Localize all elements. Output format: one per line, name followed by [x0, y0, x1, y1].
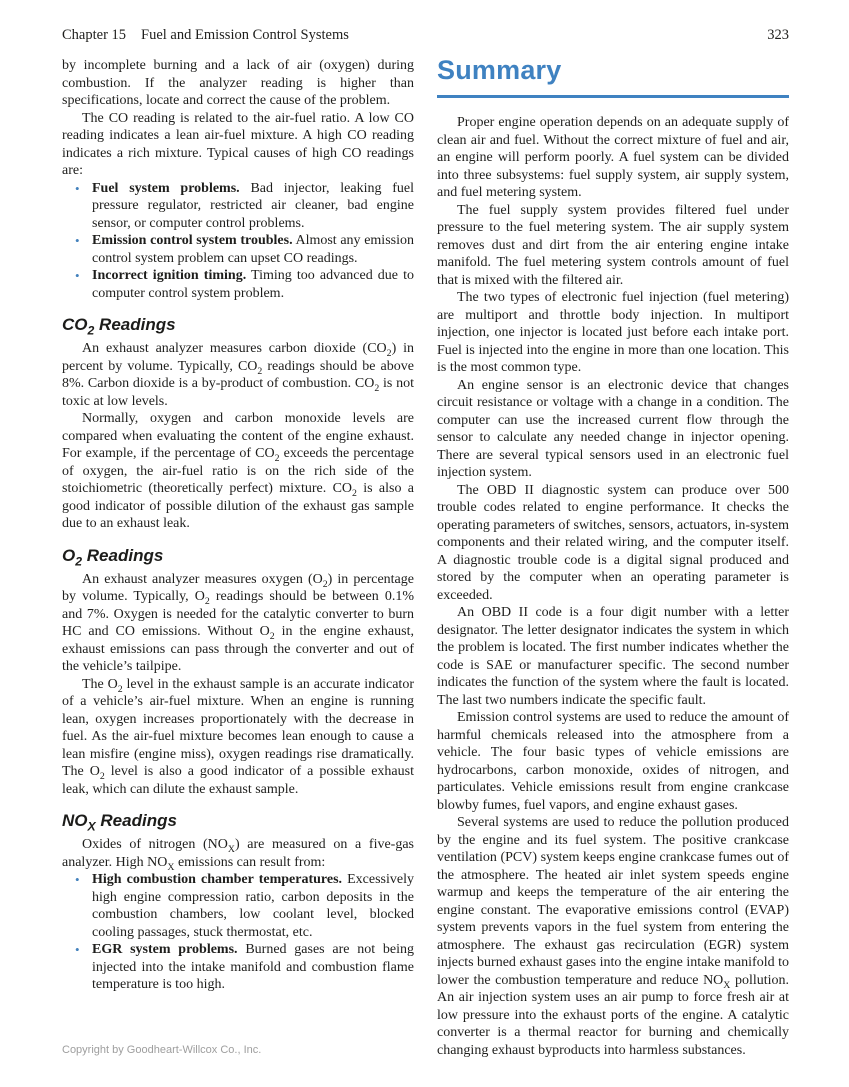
paragraph: Proper engine operation depends on an adequate supply of clean air and fuel. Without the correct mixture of fuel and air, an engine will perform poorly. A fuel system can be divided into three subsystems: fuel supply system, air supply system, and fuel metering system.	[437, 115, 789, 200]
chapter-header	[62, 27, 349, 44]
list-item-text: Emission control system troubles. Almost any emission control system problem can upset CO readings.	[92, 233, 414, 266]
bullet-icon: •	[75, 942, 80, 957]
chapter-title: Fuel and Emission Control Systems	[141, 27, 349, 43]
list-item-text: Fuel system problems. Bad injector, leaking fuel pressure regulator, restricted air cleaner, bad engine sensor, or computer control problems.	[92, 180, 414, 231]
paragraph: The fuel supply system provides filtered fuel under pressure to the fuel metering system. The air supply system removes dust and dirt from the air entering engine intake manifold. The fuel metering system controls amount of fuel that is mixed with the filtered air.	[437, 202, 789, 288]
bullet-icon: •	[75, 233, 80, 248]
list-item	[75, 232, 414, 267]
section-heading-co2-readings: $CO_2$ Readings	[62, 315, 176, 338]
list-item	[75, 180, 414, 233]
left-column	[62, 57, 414, 1059]
section-heading-nox-readings: $NO_X$ Readings	[62, 811, 177, 834]
section-heading-o2-readings: $O_2$ Readings	[62, 545, 164, 568]
list-item-text: High combustion chamber temperatures. Excessively high engine compression ratio, carbon deposits in the combustion chambers, low coolant level, blocked cooling passages, stuck thermostat, etc.	[92, 872, 414, 940]
list-item-text: EGR system problems. Burned gases are not being injected into the intake manifold and combustion flame temperature is too high.	[92, 942, 414, 992]
paragraph: Emission control systems are used to reduce the amount of harmful chemicals released into the atmosphere from a vehicle. The four basic types of vehicle emissions are hydrocarbons, carbon monoxide, oxides of nitrogen, and particulates. Vehicle emissions result from engine crankcase blowby fumes, fuel vapors, and engine exhaust gases.	[437, 710, 789, 813]
paragraph: The CO reading is related to the air-fuel ratio. A low CO reading indicates a lean air-fuel mixture. A high CO reading indicates a rich mixture. Typical causes of high CO readings are:	[62, 110, 414, 178]
bullet-icon: •	[75, 180, 80, 196]
right-column	[437, 57, 789, 1059]
paragraph: by incomplete burning and a lack of air (oxygen) during combustion. If the analyzer reading is higher than specifications, locate and correct the cause of the problem.	[62, 58, 414, 108]
chapter-label: Chapter 15	[62, 27, 127, 43]
paragraph: The $O_2$ level in the exhaust sample is an accurate indicator of a vehicle’s air-fuel mixture. When an engine is running lean, oxygen increases proportionately with the decrease in fuel. As the air-fuel mixture becomes lean enough to cause a lean misfire (engine miss), oxygen readings rise dramatically. The $O_2$ level is also a good indicator of a possible exhaust leak, which can dilute the exhaust sample.	[62, 676, 414, 797]
summary-heading: Summary	[437, 55, 562, 85]
bullet-icon: •	[75, 268, 80, 283]
paragraph: Several systems are used to reduce the pollution produced by the engine and its fuel system. The positive crankcase ventilation (PCV) system keeps engine crankcase fumes out of the atmosphere. The heated air inlet system speeds engine warmup and keeps the temperature of the air entering the engine constant. The evaporative emissions control (EVAP) system prevents vapors in the fuel system from entering the atmosphere. The exhaust gas recirculation (EGR) system injects burned exhaust gases into the engine intake manifold to lower the combustion temperature and reduce $NO_X$ pollution. An air injection system uses an air pump to force fresh air at low pressure into the exhaust ports of the engine. A catalytic converter is a thermal reactor for burning and chemically changing exhaust byproducts into harmless substances.	[437, 815, 789, 1058]
list-item	[75, 871, 414, 941]
summary-heading-rule	[437, 95, 789, 98]
paragraph: An engine sensor is an electronic device that changes circuit resistance or voltage with a change in a condition. The computer can use the increased current flow through the sensor to calculate any needed change in injector opening. There are several typical sensors used in an electronic fuel injection system.	[437, 377, 789, 480]
paragraph: Oxides of nitrogen $(NO_X)$ are measured on a five-gas analyzer. High $NO_X$ emissions can result from:	[62, 837, 414, 873]
nox-causes-list	[75, 871, 414, 994]
list-item	[75, 941, 414, 994]
paragraph: An exhaust analyzer measures carbon dioxide $(CO_2)$ in percent by volume. Typically, $CO_2$ readings should be above 8%. Carbon dioxide is a by-product of combustion. $CO_2$ is not toxic at low levels.	[62, 341, 414, 409]
list-item	[75, 267, 414, 302]
paragraph: The two types of electronic fuel injection (fuel metering) are multiport and throttle body injection. In multiport injection, one injector is located just before each intake port. Fuel is injected into the engine in more than one location. This is the most common type.	[437, 290, 789, 375]
paragraph: The OBD II diagnostic system can produce over 500 trouble codes related to engine performance. It checks the operating parameters of switches, sensors, actuators, in-system components and their related wiring, and the computer itself. A diagnostic trouble code is a digital signal produced and stored by the computer when an operating parameter is exceeded.	[437, 482, 789, 603]
page-number: 323	[767, 27, 789, 43]
bullet-icon: •	[75, 872, 80, 887]
paragraph: An exhaust analyzer measures oxygen $(O_2)$ in percentage by volume. Typically, $O_2$ readings should be between 0.1% and 7%. Oxygen is needed for the catalytic converter to burn HC and CO emissions. Without $O_2$ in the engine exhaust, exhaust emissions can pass through the converter and out of the vehicle’s tailpipe.	[62, 571, 414, 674]
co-causes-list	[75, 180, 414, 303]
running-head	[0, 0, 849, 44]
list-item-text: Incorrect ignition timing. Timing too advanced due to computer control system problem.	[92, 268, 414, 301]
two-column-body	[0, 44, 849, 1059]
paragraph: An OBD II code is a four digit number with a letter designator. The letter designator indicates the system in which the problem is located. The first number indicates whether the code is SAE or manufacturer specific. The second number indicates the function of the system where the fault is located. The last two numbers indicate the specific fault.	[437, 605, 789, 708]
copyright-notice: Copyright by Goodheart-Willcox Co., Inc.	[62, 1044, 262, 1056]
paragraph: Normally, oxygen and carbon monoxide levels are compared when evaluating the content of the engine exhaust. For example, if the percentage of $CO_2$ exceeds the percentage of oxygen, the air-fuel ratio is on the rich side of the stoichiometric (theoretically perfect) mixture. $CO_2$ is also a good indicator of possible dilution of the exhaust gas sample due to an exhaust leak.	[62, 411, 414, 531]
